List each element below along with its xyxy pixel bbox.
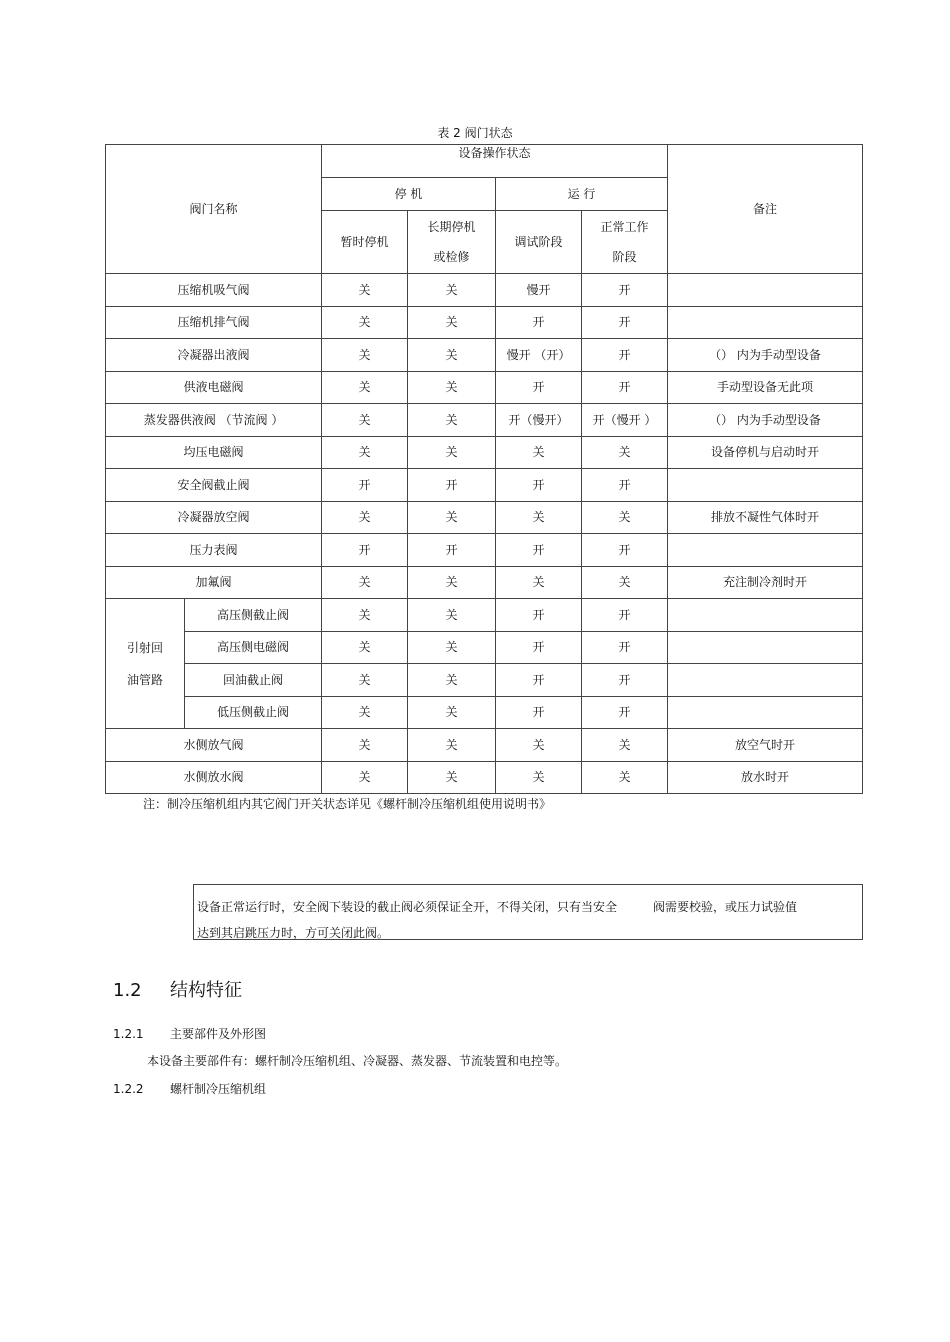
cell-c4: 关 — [582, 761, 668, 794]
cell-c4: 开 — [582, 469, 668, 502]
cell-c1: 关 — [322, 306, 408, 339]
table-row — [106, 534, 863, 567]
cell-c3: 关 — [496, 566, 582, 599]
group-label-line1: 引射回 — [126, 640, 163, 655]
cell-c1: 关 — [322, 631, 408, 664]
header-remark: 备注 — [668, 145, 863, 274]
header-long-stop — [408, 211, 496, 274]
table-note: 注：制冷压缩机组内其它阀门开关状态详见《螺杆制冷压缩机组使用说明书》 — [143, 797, 552, 811]
cell-c4: 开 — [582, 696, 668, 729]
table-row — [106, 404, 863, 437]
section-number: 1.2 — [113, 980, 142, 1001]
cell-c1: 关 — [322, 436, 408, 469]
valve-name-cell: 高压侧截止阀 — [185, 599, 322, 632]
group-label-line2: 油管路 — [126, 672, 163, 687]
cell-c2: 关 — [408, 761, 496, 794]
cell-remark: 手动型设备无此项 — [668, 371, 863, 404]
header-shutdown: 停 机 — [322, 178, 496, 211]
valve-name-cell: 水侧放气阀 — [106, 729, 322, 762]
header-valve-name: 阀门名称 — [106, 145, 322, 274]
valve-state-table — [105, 144, 863, 794]
cell-remark: 放空气时开 — [668, 729, 863, 762]
warning-line2: 达到其启跳压力时，方可关闭此阀。 — [197, 926, 390, 940]
header-temp-stop: 暂时停机 — [322, 211, 408, 274]
table-row — [106, 469, 863, 502]
valve-name-cell: 回油截止阀 — [185, 664, 322, 697]
cell-c1: 关 — [322, 761, 408, 794]
table-row — [106, 631, 863, 664]
cell-c3: 开 — [496, 599, 582, 632]
cell-c3: 开 — [496, 696, 582, 729]
cell-c3: 关 — [496, 501, 582, 534]
cell-c2: 关 — [408, 371, 496, 404]
cell-c1: 关 — [322, 371, 408, 404]
cell-c2: 关 — [408, 404, 496, 437]
subsection-2-number: 1.2.2 — [113, 1082, 144, 1096]
valve-name-cell: 低压侧截止阀 — [185, 696, 322, 729]
table-row — [106, 696, 863, 729]
cell-c3: 开 — [496, 631, 582, 664]
cell-remark: （） 内为手动型设备 — [668, 404, 863, 437]
cell-remark — [668, 696, 863, 729]
cell-c1: 关 — [322, 696, 408, 729]
cell-c1: 关 — [322, 404, 408, 437]
cell-c3: 开（慢开） — [496, 404, 582, 437]
cell-remark — [668, 274, 863, 307]
header-long-stop-line2: 或检修 — [433, 250, 470, 264]
section-title: 结构特征 — [170, 980, 242, 1001]
cell-c2: 关 — [408, 274, 496, 307]
valve-name-cell: 冷凝器放空阀 — [106, 501, 322, 534]
cell-c2: 关 — [408, 566, 496, 599]
subsection-1-heading — [113, 1025, 266, 1042]
cell-c1: 开 — [322, 534, 408, 567]
cell-c2: 关 — [408, 631, 496, 664]
cell-c3: 慢开 （开） — [496, 339, 582, 372]
cell-c4: 开 — [582, 664, 668, 697]
group-label-cell — [106, 599, 185, 729]
cell-c2: 关 — [408, 339, 496, 372]
cell-c4: 关 — [582, 729, 668, 762]
table-row — [106, 436, 863, 469]
cell-c3: 开 — [496, 664, 582, 697]
valve-name-cell: 压缩机吸气阀 — [106, 274, 322, 307]
section-heading — [113, 976, 242, 1002]
valve-name-cell: 蒸发器供液阀 （节流阀 ） — [106, 404, 322, 437]
cell-c4: 开 — [582, 306, 668, 339]
cell-c2: 关 — [408, 664, 496, 697]
cell-c3: 关 — [496, 729, 582, 762]
table-row — [106, 501, 863, 534]
valve-name-cell: 水侧放水阀 — [106, 761, 322, 794]
cell-c3: 开 — [496, 534, 582, 567]
cell-remark: 充注制冷剂时开 — [668, 566, 863, 599]
cell-remark — [668, 534, 863, 567]
table-row — [106, 761, 863, 794]
header-normal-line2: 阶段 — [612, 250, 637, 264]
cell-c1: 开 — [322, 469, 408, 502]
table-row — [106, 339, 863, 372]
cell-c3: 关 — [496, 761, 582, 794]
cell-c4: 关 — [582, 566, 668, 599]
cell-remark — [668, 664, 863, 697]
cell-c2: 开 — [408, 534, 496, 567]
cell-c4: 开 — [582, 339, 668, 372]
header-normal-line1: 正常工作 — [600, 220, 649, 234]
cell-remark — [668, 599, 863, 632]
cell-c1: 关 — [322, 599, 408, 632]
cell-remark — [668, 306, 863, 339]
table-row — [106, 599, 863, 632]
valve-name-cell: 冷凝器出液阀 — [106, 339, 322, 372]
table-row — [106, 371, 863, 404]
subsection-1-number: 1.2.1 — [113, 1027, 144, 1041]
cell-remark — [668, 631, 863, 664]
cell-remark: 排放不凝性气体时开 — [668, 501, 863, 534]
cell-c1: 关 — [322, 566, 408, 599]
cell-remark: 设备停机与启动时开 — [668, 436, 863, 469]
cell-remark — [668, 469, 863, 502]
cell-c1: 关 — [322, 729, 408, 762]
header-long-stop-line1: 长期停机 — [427, 220, 476, 234]
valve-name-cell: 高压侧电磁阀 — [185, 631, 322, 664]
table-row — [106, 664, 863, 697]
header-operation-state: 设备操作状态 — [322, 145, 668, 178]
header-normal — [582, 211, 668, 274]
valve-name-cell: 安全阀截止阀 — [106, 469, 322, 502]
cell-c4: 关 — [582, 501, 668, 534]
header-debug: 调试阶段 — [496, 211, 582, 274]
cell-c4: 开（慢开 ） — [582, 404, 668, 437]
table-row — [106, 306, 863, 339]
cell-c4: 开 — [582, 599, 668, 632]
valve-name-cell: 均压电磁阀 — [106, 436, 322, 469]
table-row — [106, 729, 863, 762]
cell-c4: 开 — [582, 534, 668, 567]
cell-c2: 开 — [408, 469, 496, 502]
warning-line1b: 阀需要校验，或压力试验值 — [653, 900, 798, 914]
subsection-1-title: 主要部件及外形图 — [170, 1027, 267, 1041]
table-caption: 表 2 阀门状态 — [437, 126, 513, 140]
cell-c1: 关 — [322, 274, 408, 307]
cell-c2: 关 — [408, 599, 496, 632]
cell-c2: 关 — [408, 501, 496, 534]
cell-c4: 开 — [582, 631, 668, 664]
cell-remark: （） 内为手动型设备 — [668, 339, 863, 372]
cell-c4: 开 — [582, 274, 668, 307]
cell-c3: 关 — [496, 436, 582, 469]
cell-c1: 关 — [322, 339, 408, 372]
safety-warning-box — [193, 884, 863, 940]
cell-remark: 放水时开 — [668, 761, 863, 794]
cell-c3: 开 — [496, 371, 582, 404]
cell-c4: 关 — [582, 436, 668, 469]
valve-name-cell: 压力表阀 — [106, 534, 322, 567]
cell-c2: 关 — [408, 729, 496, 762]
valve-name-cell: 供液电磁阀 — [106, 371, 322, 404]
subsection-2-title: 螺杆制冷压缩机组 — [170, 1082, 267, 1096]
cell-c2: 关 — [408, 696, 496, 729]
cell-c4: 开 — [582, 371, 668, 404]
table-row — [106, 274, 863, 307]
subsection-1-paragraph: 本设备主要部件有：螺杆制冷压缩机组、冷凝器、蒸发器、节流装置和电控等。 — [147, 1054, 568, 1068]
cell-c2: 关 — [408, 306, 496, 339]
valve-name-cell: 加氟阀 — [106, 566, 322, 599]
cell-c1: 关 — [322, 664, 408, 697]
cell-c1: 关 — [322, 501, 408, 534]
cell-c2: 关 — [408, 436, 496, 469]
header-running: 运 行 — [496, 178, 668, 211]
cell-c3: 开 — [496, 469, 582, 502]
valve-name-cell: 压缩机排气阀 — [106, 306, 322, 339]
cell-c3: 开 — [496, 306, 582, 339]
table-row — [106, 566, 863, 599]
warning-line1a: 设备正常运行时，安全阀下装设的截止阀必须保证全开，不得关闭，只有当安全 — [197, 900, 618, 914]
subsection-2-heading — [113, 1080, 266, 1097]
cell-c3: 慢开 — [496, 274, 582, 307]
